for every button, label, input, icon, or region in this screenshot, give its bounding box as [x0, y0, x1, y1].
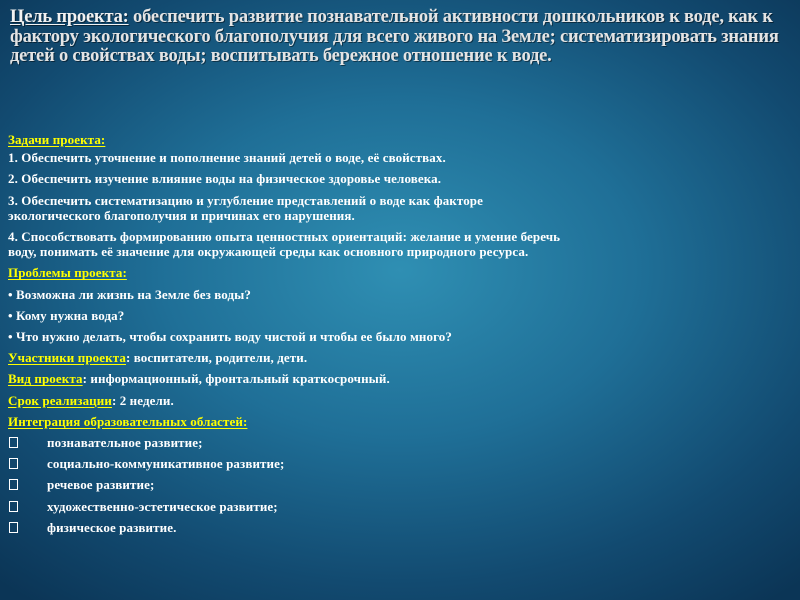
task-line: 4. Способствовать формированию опыта ценностных ориентаций: желание и умение беречь	[8, 229, 561, 245]
task-line: 2. Обеспечить изучение влияние воды на физическое здоровье человека.	[8, 171, 442, 187]
problem-item: • Возможна ли жизнь на Земле без воды?	[8, 286, 252, 302]
duration-row	[8, 393, 788, 408]
participants-label: Участники проекта	[8, 350, 126, 366]
participants-row	[8, 350, 788, 365]
task-line: 1. Обеспечить уточнение и пополнение знаний детей о воде, её свойствах.	[8, 150, 446, 166]
integration-item	[8, 435, 788, 450]
duration-label: Срок реализации	[8, 392, 112, 408]
checkbox-bullet-icon	[9, 479, 18, 490]
type-value: : информационный, фронтальный краткосрочный.	[82, 371, 390, 387]
integration-item-label: социально-коммуникативное развитие;	[47, 456, 285, 472]
checkbox-bullet-icon	[9, 522, 18, 533]
integration-heading: Интеграция образовательных областей:	[8, 413, 248, 429]
project-goal-label: Цель проекта:	[10, 7, 129, 27]
slide-body	[8, 132, 788, 535]
integration-item-label: познавательное развитие;	[47, 435, 203, 451]
integration-item	[8, 477, 788, 492]
integration-item	[8, 456, 788, 471]
integration-item-label: художественно-эстетическое развитие;	[47, 498, 278, 514]
problems-heading: Проблемы проекта:	[8, 265, 127, 281]
problem-item: • Что нужно делать, чтобы сохранить воду чистой и чтобы ее было много?	[8, 329, 452, 345]
task-line: воду, понимать её значение для окружающей среды как основного природного ресурса.	[8, 244, 529, 260]
tasks-heading: Задачи проекта:	[8, 132, 106, 147]
problem-item: • Кому нужна вода?	[8, 307, 125, 323]
checkbox-bullet-icon	[9, 501, 18, 512]
integration-item-label: физическое развитие.	[47, 519, 177, 535]
task-line: экологического благополучия и причинах его нарушения.	[8, 207, 355, 223]
type-label: Вид проекта	[8, 371, 83, 387]
checkbox-bullet-icon	[9, 458, 18, 469]
project-goal-text: обеспечить развитие познавательной активности дошкольников к воде, как к фактору экологического благополучия для всего живого на Земле; систематизировать знания детей о свойствах воды; воспитывать бережное отношение к воде.	[10, 7, 779, 66]
participants-value: : воспитатели, родители, дети.	[125, 350, 308, 366]
project-goal	[10, 8, 785, 67]
type-row	[8, 371, 788, 386]
integration-item	[8, 499, 788, 514]
integration-item	[8, 520, 788, 535]
task-line: 3. Обеспечить систематизацию и углубление представлений о воде как факторе	[8, 192, 484, 208]
duration-value: : 2 недели.	[111, 392, 174, 408]
integration-item-label: речевое развитие;	[47, 477, 155, 493]
checkbox-bullet-icon	[9, 437, 18, 448]
